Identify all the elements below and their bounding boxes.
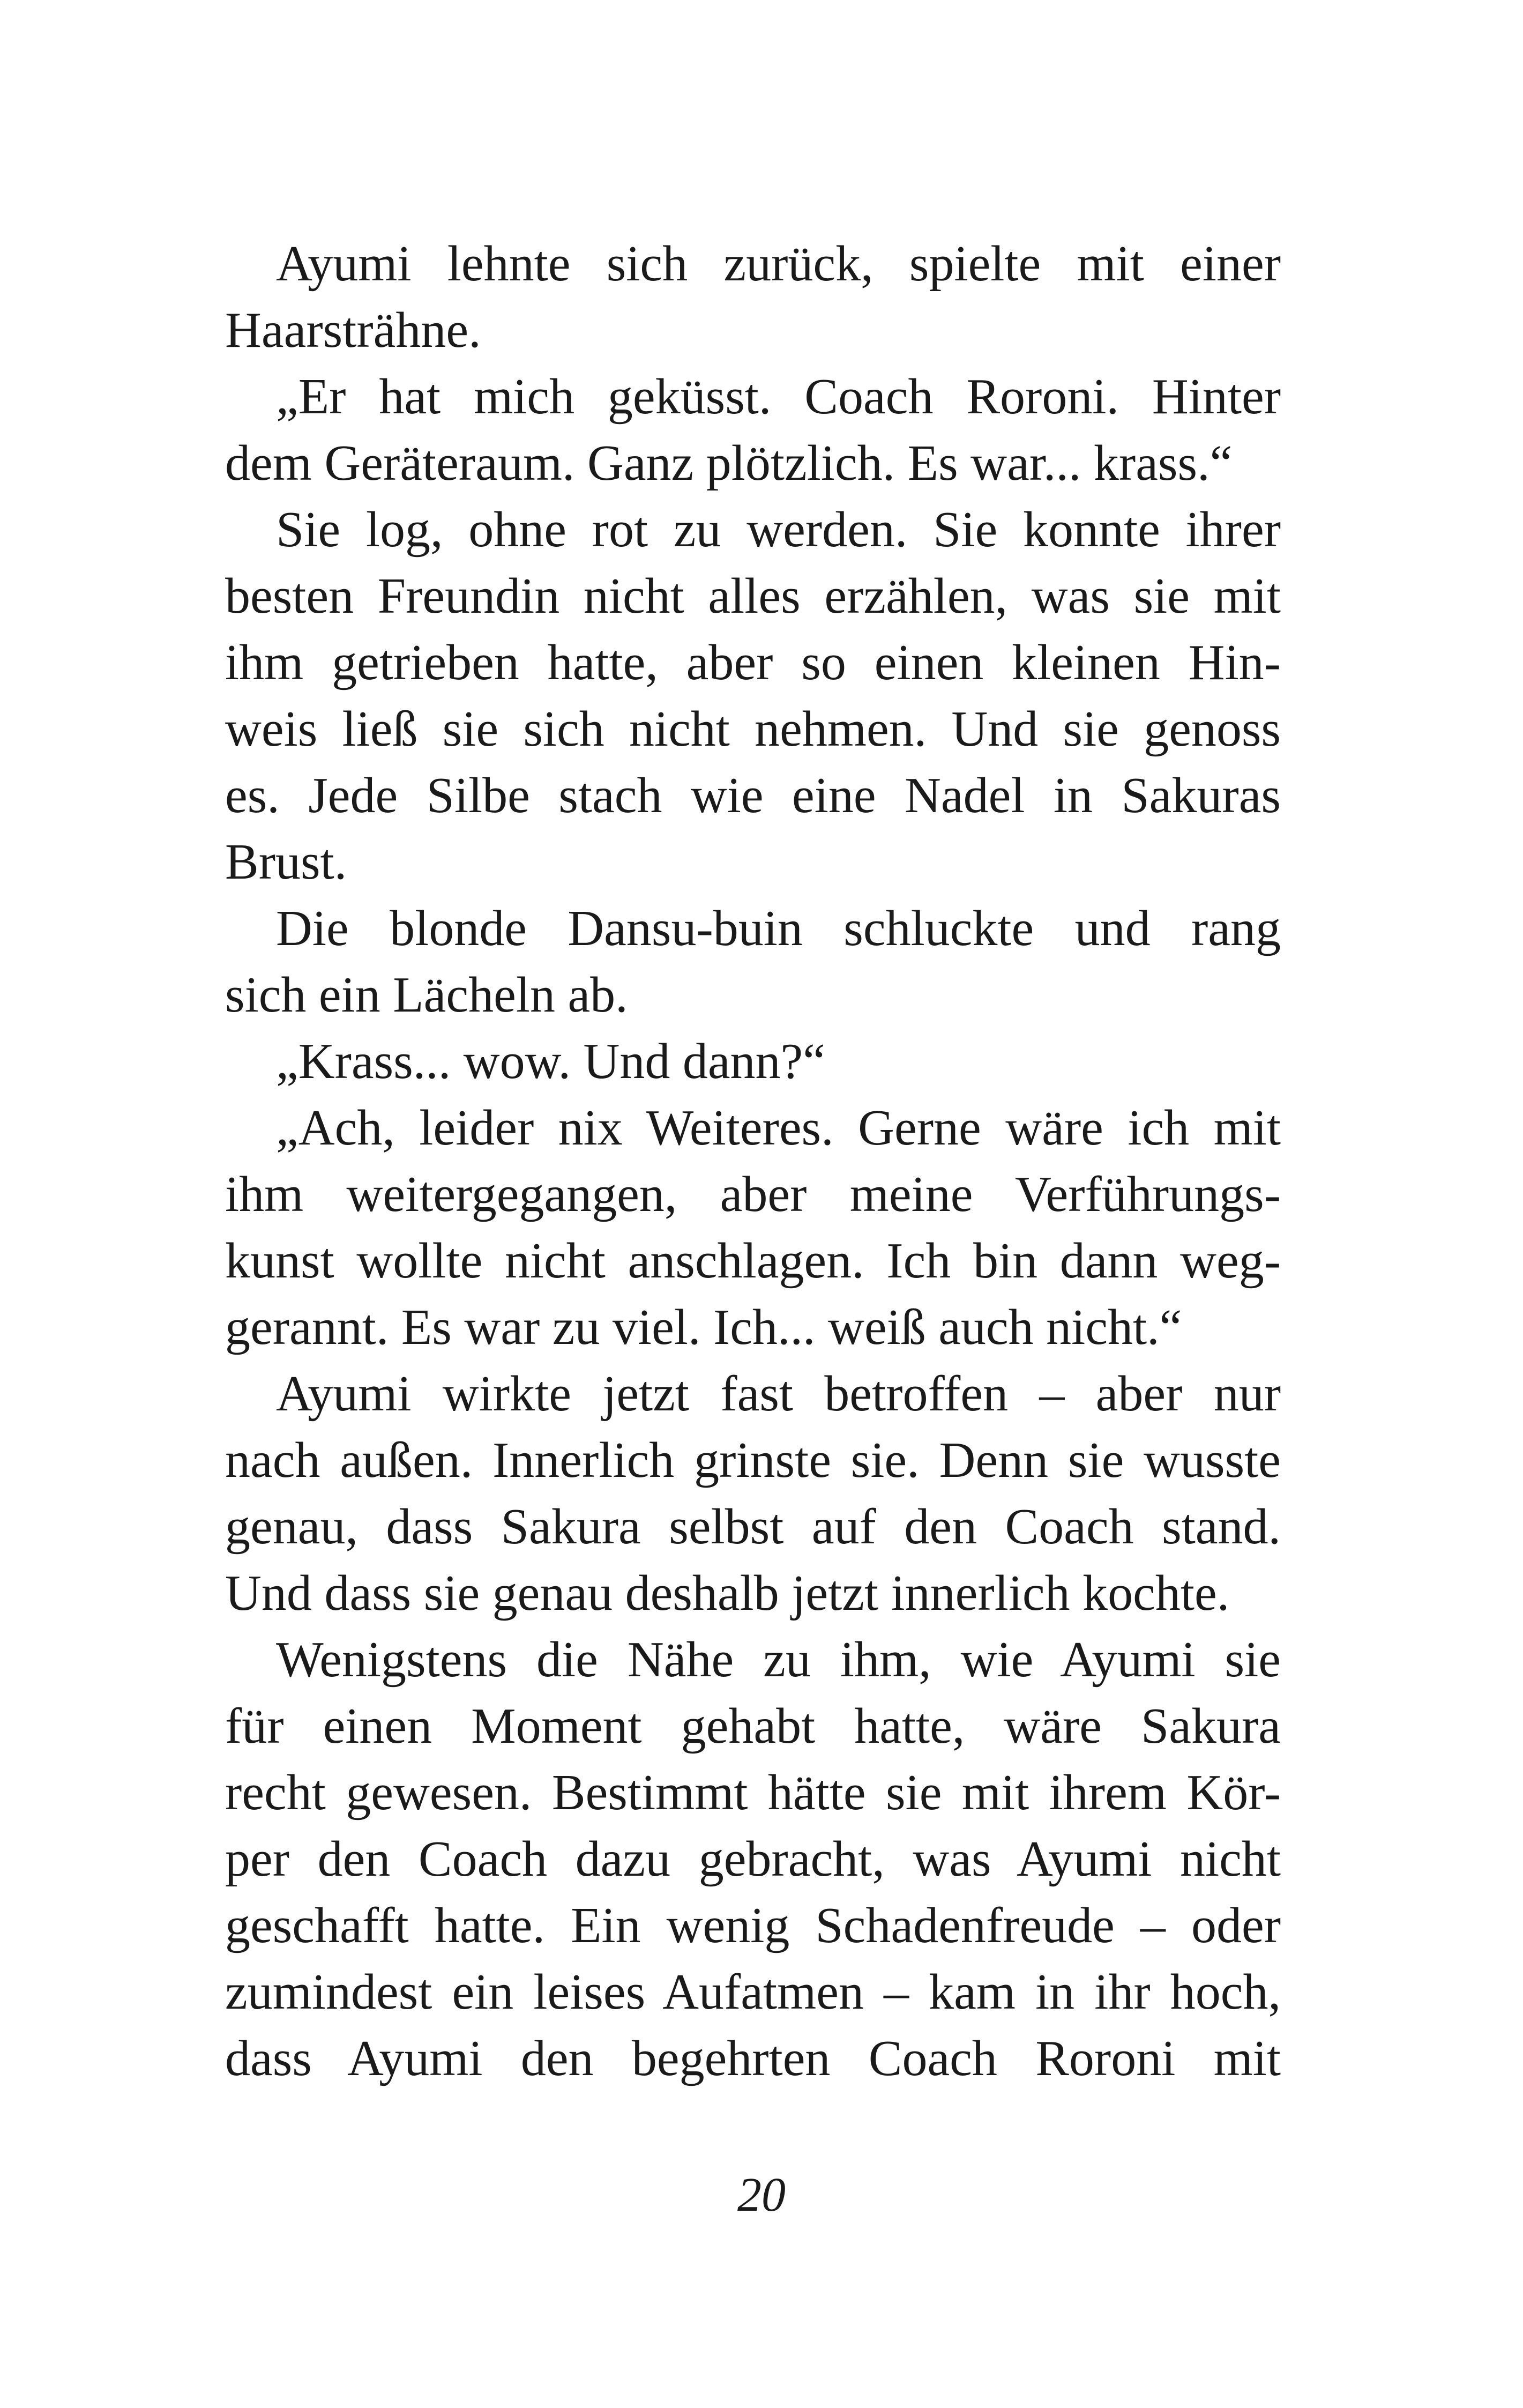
text-line: Wenigstens die Nähe zu ihm, wie Ayumi sie xyxy=(276,1632,1281,1688)
text-line: Ayumi wirkte jetzt fast betroffen – aber nur xyxy=(276,1366,1281,1422)
text-line: „Ach, leider nix Weiteres. Gerne wäre ich mit xyxy=(276,1100,1281,1156)
text-line: dass Ayumi den begehrten Coach Roroni mit xyxy=(225,2031,1281,2086)
text-line: ihm getrieben hatte, aber so einen kleinen Hin- xyxy=(225,635,1281,690)
text-line: für einen Moment gehabt hatte, wäre Sakura xyxy=(225,1698,1281,1754)
text-line: ihm weitergegangen, aber meine Verführungs- xyxy=(225,1166,1281,1222)
text-line: nach außen. Innerlich grinste sie. Denn sie wusste xyxy=(225,1432,1281,1488)
text-line: recht gewesen. Bestimmt hätte sie mit ihrem Kör- xyxy=(225,1765,1281,1820)
text-line: gerannt. Es war zu viel. Ich... weiß auch nicht.“ xyxy=(225,1299,1182,1355)
body-text xyxy=(225,231,1281,2092)
text-line: „Krass... wow. Und dann?“ xyxy=(276,1034,826,1089)
text-line: per den Coach dazu gebracht, was Ayumi nicht xyxy=(225,1831,1281,1887)
text-line: geschafft hatte. Ein wenig Schadenfreude – oder xyxy=(225,1898,1281,1953)
page-number: 20 xyxy=(737,2168,786,2221)
text-line: Sie log, ohne rot zu werden. Sie konnte ihrer xyxy=(276,502,1281,558)
text-line: besten Freundin nicht alles erzählen, was sie mit xyxy=(225,568,1281,624)
text-line: sich ein Lächeln ab. xyxy=(225,967,628,1023)
text-line: dem Geräteraum. Ganz plötzlich. Es war... krass.“ xyxy=(225,435,1233,491)
text-line: kunst wollte nicht anschlagen. Ich bin dann weg- xyxy=(225,1233,1281,1289)
text-line: genau, dass Sakura selbst auf den Coach stand. xyxy=(225,1499,1281,1555)
text-line: Die blonde Dansu-buin schluckte und rang xyxy=(276,901,1281,956)
text-line: Und dass sie genau deshalb jetzt innerlich kochte. xyxy=(225,1565,1230,1621)
text-line: Brust. xyxy=(225,834,347,890)
text-line: Ayumi lehnte sich zurück, spielte mit einer xyxy=(276,236,1281,292)
text-line: Haarsträhne. xyxy=(225,302,481,358)
text-line: zumindest ein leises Aufatmen – kam in ihr hoch, xyxy=(225,1964,1281,2020)
text-line: weis ließ sie sich nicht nehmen. Und sie genoss xyxy=(225,701,1281,757)
text-line: „Er hat mich geküsst. Coach Roroni. Hinter xyxy=(276,369,1281,425)
text-line: es. Jede Silbe stach wie eine Nadel in Sakuras xyxy=(225,768,1281,823)
